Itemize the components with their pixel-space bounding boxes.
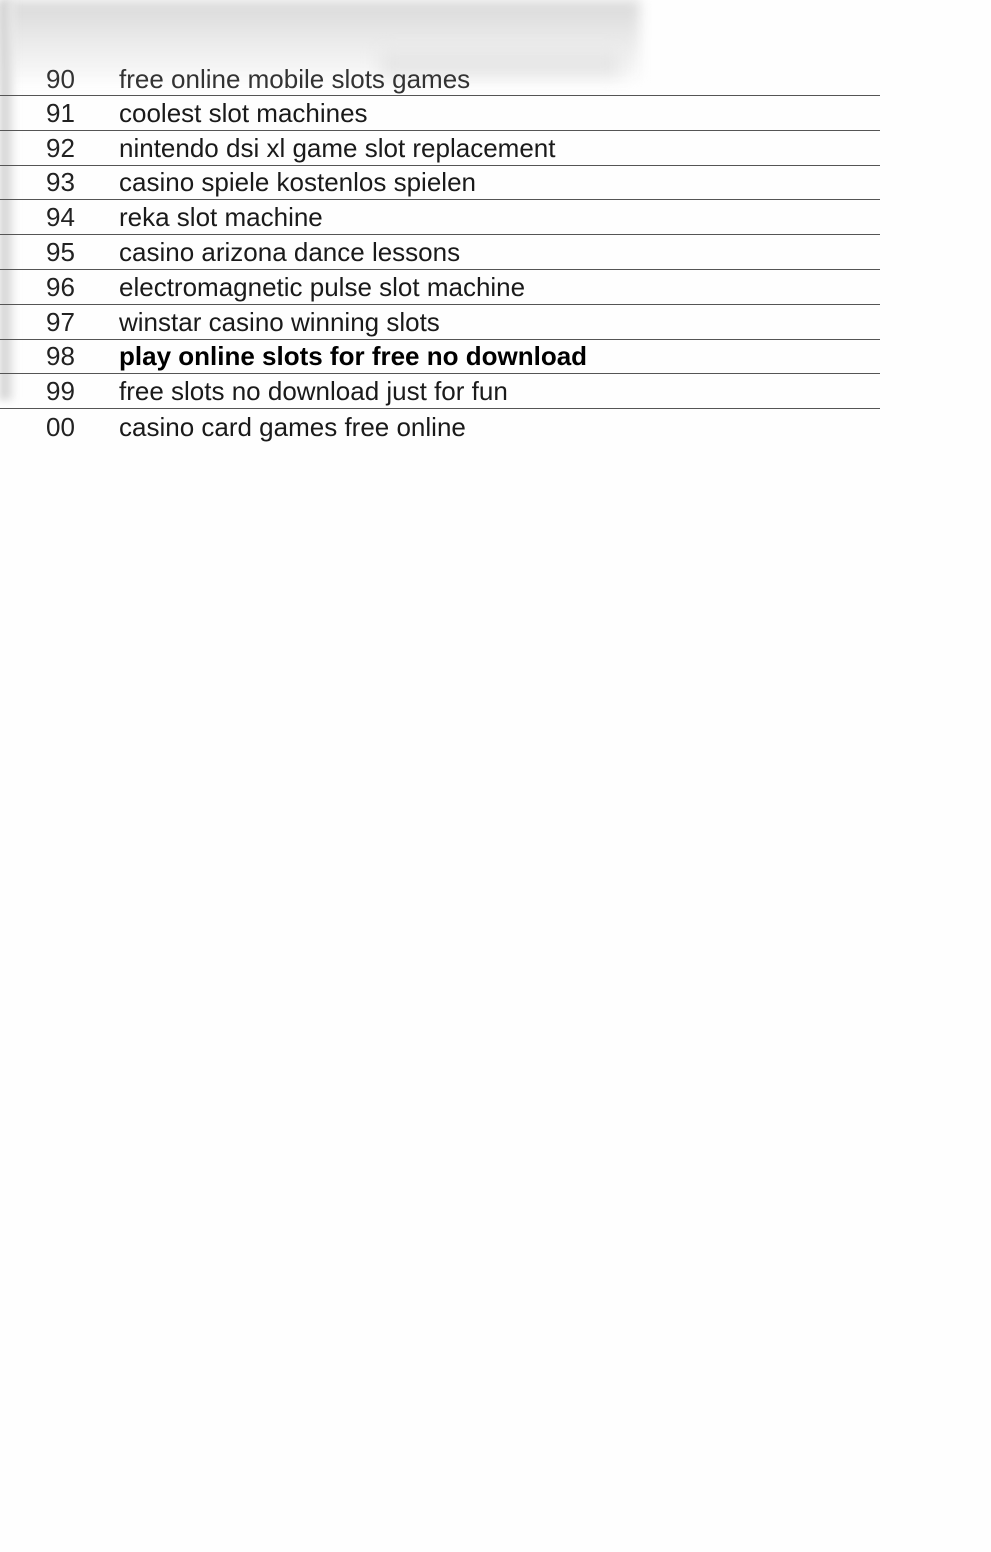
- item-label-highlighted[interactable]: play online slots for free no download: [119, 341, 588, 372]
- item-number: 92: [46, 132, 75, 163]
- item-label[interactable]: free online mobile slots games: [119, 64, 471, 94]
- list-item[interactable]: [0, 131, 880, 166]
- list-item[interactable]: [0, 200, 880, 235]
- item-number: 94: [46, 202, 75, 233]
- item-number: 00: [46, 411, 75, 442]
- item-number: 98: [46, 341, 75, 372]
- keyword-list: [0, 60, 880, 444]
- item-label[interactable]: casino arizona dance lessons: [119, 236, 461, 267]
- item-number: 91: [46, 97, 75, 128]
- list-item[interactable]: [0, 409, 880, 444]
- list-item[interactable]: [0, 60, 880, 96]
- item-number: 93: [46, 167, 75, 198]
- item-number: 97: [46, 306, 75, 337]
- item-label[interactable]: nintendo dsi xl game slot replacement: [119, 132, 556, 163]
- list-item[interactable]: [0, 374, 880, 409]
- list-item[interactable]: [0, 235, 880, 270]
- item-number: 96: [46, 271, 75, 302]
- item-label[interactable]: coolest slot machines: [119, 97, 368, 128]
- item-label[interactable]: electromagnetic pulse slot machine: [119, 271, 526, 302]
- item-label[interactable]: free slots no download just for fun: [119, 376, 508, 407]
- item-label[interactable]: reka slot machine: [119, 202, 323, 233]
- item-label[interactable]: casino card games free online: [119, 411, 466, 442]
- list-item[interactable]: [0, 340, 880, 375]
- item-label[interactable]: casino spiele kostenlos spielen: [119, 167, 476, 198]
- list-item[interactable]: [0, 166, 880, 201]
- list-item[interactable]: [0, 270, 880, 305]
- list-item[interactable]: [0, 96, 880, 131]
- item-label[interactable]: winstar casino winning slots: [119, 306, 440, 337]
- item-number: 99: [46, 376, 75, 407]
- list-item[interactable]: [0, 305, 880, 340]
- item-number: 95: [46, 236, 75, 267]
- item-number: 90: [46, 64, 75, 94]
